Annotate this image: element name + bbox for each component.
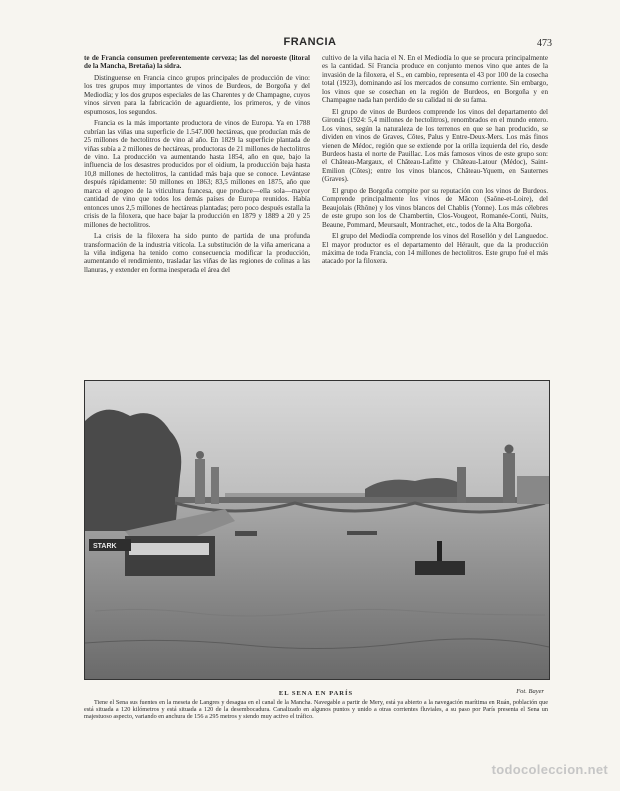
paragraph: te de Francia consumen preferentemente cerveza; las del noroeste (litoral de la Mancha, Bretaña) la sidra. (84, 54, 310, 71)
bridge-pylon (195, 459, 205, 504)
trees-left (85, 410, 181, 531)
paragraph: Francia es la más importante productora de vinos de Europa. Ya en 1788 cubrían las viñas una superficie de 1.547.000 hectáreas, que producían más de 25 millones de hectolitros de vino al año. En 1829 la superficie plantada de viñas subía a 2 millones de hectáreas, productoras de 21 millones de hectolitros de vino. La producción va aumentando hasta 1854, año en que, bajo la influencia de los desastres producidos por el oidium, la producción baja hasta 10,8 millones de hectolitros, la cantidad más baja que se conoce. Levántase después rápidamente: 50 millones en 1863; 83,5 millones en 1875, año que marca el apogeo de la viticultura francesa, que produce—ella sola—mayor cantidad de vino que todos los demás países de Europa reunidos. Había entonces unos 2,5 millones de hectáreas plantadas; pero poco después estalla la crisis de la filoxera, que hace bajar la producción en 1879 y 1889 a 20 y 25 millones de hectolitros. (84, 119, 310, 229)
pylon-statue (196, 451, 204, 459)
article-body (84, 54, 548, 368)
bridge-deck (175, 497, 545, 503)
right-column (322, 54, 548, 368)
boat-windows (129, 543, 209, 555)
passenger-boat (125, 536, 215, 576)
barge (235, 531, 257, 536)
paragraph: Distinguense en Francia cinco grupos principales de producción de vino: los tres grupos muy importantes de vinos de Burdeos, de Borgoña y del Mediodía; y los dos grupos especiales de las Charentes y de Champagne, cuyos vinos sirven para la fabricación de aguardiente, los primeros, y de vinos espumosos, los segundos. (84, 73, 310, 116)
bridge-pylon (457, 467, 466, 503)
buildings (517, 476, 549, 504)
paragraph: La crisis de la filoxera ha sido punto de partida de una profunda transformación de la industria vitícola. La substitución de la viña americana a la viña indígena ha tenido como consecuencia modificar la producción, aumentando el rendimiento, trasladar las viñas de las regiones de colinas a las llanuras, y extender en forma inesperada el área del (84, 232, 310, 274)
figure-caption-title: EL SENA EN PARÍS (278, 690, 354, 697)
tugboat-funnel (437, 541, 442, 561)
paragraph: El grupo de vinos de Burdeos comprende los vinos del departamento del Gironda (1924: 5,4 millones de hectolitros), renombrados en el mundo entero. Los vinos, según la naturaleza de los terrenos en que se han producido, se dividen en vinos de Graves, Côtes, Palus y Entre-Deux-Mers. Los más finos vienen de Médoc, región que se extiende por la orilla izquierda del río, desde Burdeos hasta el norte de Pauillac. Los más famosos vinos de este grupo son: el Château-Margaux, el Château-Lafitte y Château-Latour (Médoc), Saint-Emilion (Côtes); entre los vinos blancos, Château-Yquem, en Sauternes (Graves). (322, 107, 548, 184)
watermark-logo: todocoleccion.net (491, 762, 608, 777)
bridge-pylon (503, 453, 515, 503)
paragraph: cultivo de la viña hacia el N. En el Mediodía lo que se procura principalmente es la cantidad. Sí Francia produce en conjunto menos vino que antes de la invasión de la filoxera, el S., en cambio, representa el 43 por 100 de la cosecha total (1923), dominando así los mercados de consumo corriente. Sin embargo, los vinos que se cosechan en la región de Burdeos, en Borgoña y en Champagne nada han perdido de su calidad ni de su fama. (322, 54, 548, 105)
boat-sign: STARK (93, 543, 117, 550)
page-number: 473 (537, 38, 552, 49)
photo-illustration (85, 381, 549, 679)
left-column (84, 54, 310, 368)
barge (347, 531, 377, 535)
seine-photograph (84, 380, 550, 680)
figure-caption: Tiene el Sena sus fuentes en la meseta de Langres y desagua en el canal de la Mancha. Navegable a partir de Mery, está ya abierto a la navegación marítima en Ruán, población que está situada a 120 kilómetros y está situada a 120 de la desembocadura. Canalizado en algunos puntos y unido a otras corrientes fluviales, a su paso por París presenta el Sena un majestuoso aspecto, variando en anchura de 156 a 295 metros y siendo muy activo el tráfico. (84, 699, 548, 721)
tugboat (415, 561, 465, 575)
page-title: FRANCIA (283, 36, 337, 48)
bridge-pylon (211, 467, 219, 504)
paragraph: El grupo de Borgoña compite por su reputación con los vinos de Burdeos. Comprende principalmente los vinos de Mâcon (Saône-et-Loire), del Beaujolais (Rhône) y los vinos blancos del Chablis (Yonne). Los más célebres de este grupo son los de Chambertin, Clos-Vougeot, Romanée-Conti, Nuits, Beaune, Pommard, Meursault, Montrachet, etc., todos de la Alta Borgoña. (322, 186, 548, 229)
paragraph: El grupo del Mediodía comprende los vinos del Rosellón y del Languedoc. El mayor productor es el departamento del Hérault, que da la producción máxima de toda Francia, con 14 millones de hectolitros. Este grupo fué el más atacado por la filoxera. (322, 232, 548, 266)
pylon-statue (505, 445, 514, 454)
photo-credit: Fot. Bayer (516, 688, 544, 695)
